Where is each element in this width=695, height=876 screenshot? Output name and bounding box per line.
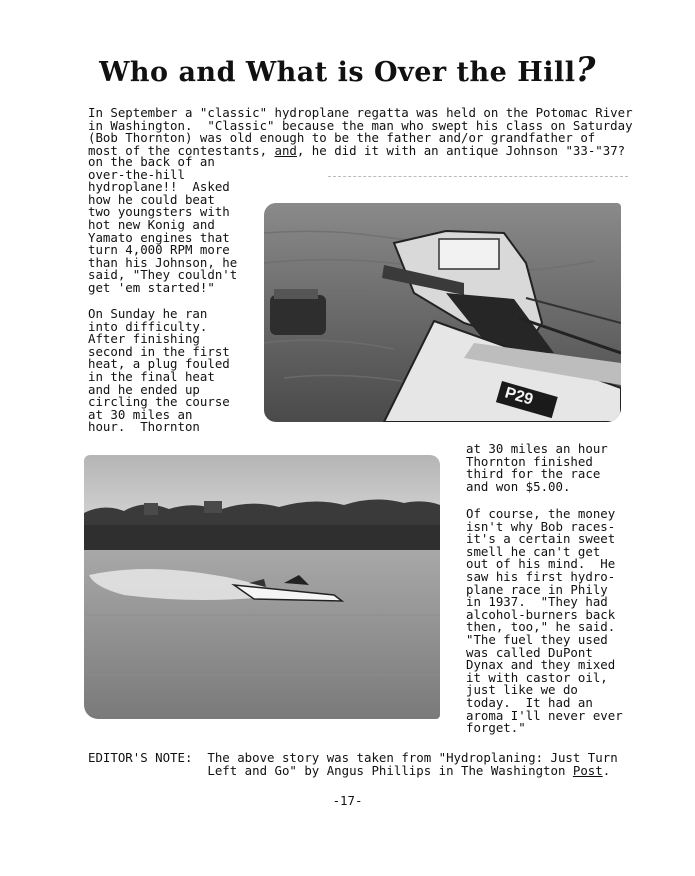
racing-hydroplane-photo (84, 455, 440, 719)
text-line: in the final heat (88, 368, 215, 384)
text-line: Left and Go" by Angus Phillips in The Washington Post. (207, 762, 611, 778)
text-line: at 30 miles an hour (466, 441, 608, 456)
text-line: at 30 miles an (88, 406, 193, 422)
text-line: most of the contestants, and, he did it with an antique Johnson "33-"37? (88, 142, 626, 158)
text-line: (Bob Thornton) was old enough to be the father and/or grandfather of (88, 130, 596, 146)
text-line: plane race in Phily (466, 581, 608, 597)
text-line: said, "They couldn't (88, 267, 238, 283)
text-line: hour. Thornton (88, 419, 200, 435)
outboard-motor-photo (264, 203, 621, 422)
text-line: forget." (466, 720, 526, 736)
text-line: and he ended up (88, 381, 200, 397)
text-line: out of his mind. He (466, 556, 616, 572)
text-line: Dynax and they mixed (466, 657, 616, 673)
text-line: smell he can't get (466, 543, 601, 559)
text-line: hot new Konig and (88, 216, 215, 232)
text-line: "The fuel they used (466, 631, 608, 647)
text-line: EDITOR'S NOTE: The above story was taken from "Hydroplaning: Just Turn (88, 750, 618, 765)
editors-note (88, 752, 618, 777)
text-line: how he could beat (88, 191, 215, 207)
text-line: turn 4,000 RPM more (88, 242, 230, 258)
intro-paragraph (88, 107, 633, 157)
editors-note-label: EDITOR'S NOTE: (88, 750, 193, 765)
text-line: Yamato engines that (88, 229, 230, 245)
right-column-paragraph-1 (466, 443, 608, 493)
page-title: Who and What is Over the Hill? (99, 50, 596, 90)
text-line: then, too," he said. (466, 619, 616, 635)
text-line: saw his first hydro- (466, 568, 616, 584)
text-line: in 1937. "They had (466, 594, 608, 610)
text-line: on the back of an (88, 154, 215, 169)
text-line: heat, a plug fouled (88, 356, 230, 372)
text-line: alcohol-burners back (466, 606, 616, 622)
left-column-paragraph-2 (88, 308, 230, 434)
underlined-word: Post (572, 762, 603, 778)
text-line: hydroplane!! Asked (88, 179, 230, 195)
text-line: After finishing (88, 331, 200, 347)
page-number: -17- (332, 793, 363, 808)
text-line: and won $5.00. (466, 478, 571, 494)
text-line: Of course, the money (466, 506, 616, 521)
text-line: than his Johnson, he (88, 254, 238, 270)
text-line: On Sunday he ran (88, 306, 208, 321)
text-line: today. It had an (466, 694, 593, 710)
text-line: third for the race (466, 466, 601, 482)
text-line: Thornton finished (466, 453, 593, 469)
text-line: aroma I'll never ever (466, 707, 623, 723)
text-line: was called DuPont (466, 644, 593, 660)
text-line: get 'em started!" (88, 279, 215, 295)
text-line: just like we do (466, 682, 578, 698)
text-line: over-the-hill (88, 166, 185, 182)
text-line: circling the course (88, 394, 230, 410)
boat-number: P29 (502, 384, 535, 409)
text-line: in Washington. "Classic" because the man who swept his class on Saturday (88, 117, 633, 133)
right-column-paragraph-2 (466, 508, 623, 735)
text-line: it's a certain sweet (466, 531, 616, 547)
underlined-word: and (274, 142, 297, 158)
text-line: into difficulty. (88, 318, 208, 334)
text-line: two youngsters with (88, 204, 230, 220)
text-line: it with castor oil, (466, 669, 608, 685)
text-line: second in the first (88, 343, 230, 359)
left-column-paragraph-1 (88, 156, 237, 295)
text-line: In September a "classic" hydroplane regatta was held on the Potomac River (88, 105, 633, 120)
text-line: isn't why Bob races- (466, 518, 616, 534)
divider (328, 176, 628, 177)
